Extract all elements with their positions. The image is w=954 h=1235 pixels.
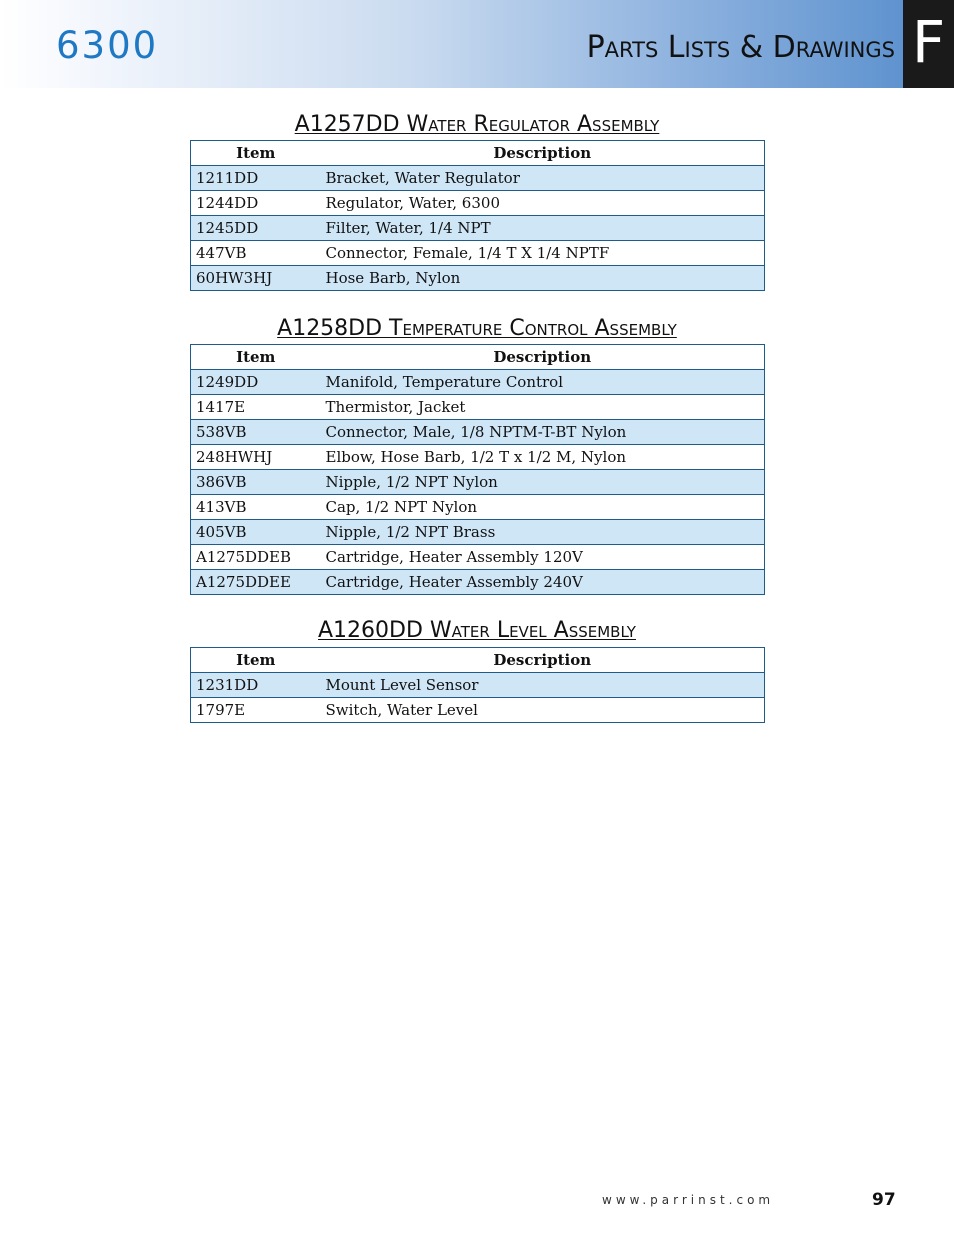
item-cell: 447VB	[191, 241, 321, 266]
item-cell: 1245DD	[191, 216, 321, 241]
item-cell: 413VB	[191, 495, 321, 520]
description-cell: Mount Level Sensor	[321, 673, 765, 698]
table-row	[191, 266, 765, 291]
page-header-band	[0, 0, 903, 88]
column-header-description: Description	[321, 345, 765, 370]
item-cell: 1249DD	[191, 370, 321, 395]
table-row	[191, 495, 765, 520]
section-tab	[903, 0, 954, 88]
description-cell: Cartridge, Heater Assembly 120V	[321, 545, 765, 570]
model-number: 6300	[56, 24, 159, 67]
table-row	[191, 673, 765, 698]
item-cell: 1797E	[191, 698, 321, 723]
description-cell: Switch, Water Level	[321, 698, 765, 723]
column-header-item: Item	[191, 648, 321, 673]
description-cell: Connector, Male, 1/8 NPTM-T-BT Nylon	[321, 420, 765, 445]
assembly-title-water-regulator: A1257DD Water Regulator Assembly	[294, 112, 660, 137]
description-cell: Connector, Female, 1/4 T X 1/4 NPTF	[321, 241, 765, 266]
parts-table-water-level	[190, 647, 765, 723]
item-cell: 405VB	[191, 520, 321, 545]
table-row	[191, 166, 765, 191]
description-cell: Manifold, Temperature Control	[321, 370, 765, 395]
table-row	[191, 520, 765, 545]
item-cell: A1275DDEE	[191, 570, 321, 595]
table-row	[191, 395, 765, 420]
description-cell: Cartridge, Heater Assembly 240V	[321, 570, 765, 595]
table-row	[191, 420, 765, 445]
table-row	[191, 698, 765, 723]
column-header-description: Description	[321, 141, 765, 166]
item-cell: 1417E	[191, 395, 321, 420]
item-cell: 60HW3HJ	[191, 266, 321, 291]
column-header-description: Description	[321, 648, 765, 673]
assembly-title-water-level: A1260DD Water Level Assembly	[318, 618, 636, 643]
description-cell: Bracket, Water Regulator	[321, 166, 765, 191]
description-cell: Nipple, 1/2 NPT Brass	[321, 520, 765, 545]
table-row	[191, 241, 765, 266]
table-row	[191, 445, 765, 470]
description-cell: Filter, Water, 1/4 NPT	[321, 216, 765, 241]
table-header-row	[191, 141, 765, 166]
description-cell: Hose Barb, Nylon	[321, 266, 765, 291]
footer-url: www.parrinst.com	[602, 1193, 775, 1207]
table-row	[191, 191, 765, 216]
item-cell: 1244DD	[191, 191, 321, 216]
description-cell: Thermistor, Jacket	[321, 395, 765, 420]
description-cell: Regulator, Water, 6300	[321, 191, 765, 216]
description-cell: Nipple, 1/2 NPT Nylon	[321, 470, 765, 495]
table-row	[191, 216, 765, 241]
parts-table-water-regulator	[190, 140, 765, 291]
table-row	[191, 570, 765, 595]
assembly-title-temperature-control: A1258DD Temperature Control Assembly	[277, 316, 677, 341]
column-header-item: Item	[191, 141, 321, 166]
table-row	[191, 470, 765, 495]
section-tab-letter: F	[911, 8, 946, 76]
description-cell: Elbow, Hose Barb, 1/2 T x 1/2 M, Nylon	[321, 445, 765, 470]
parts-table-temperature-control	[190, 344, 765, 595]
table-row	[191, 545, 765, 570]
page-number: 97	[872, 1190, 896, 1210]
item-cell: 386VB	[191, 470, 321, 495]
description-cell: Cap, 1/2 NPT Nylon	[321, 495, 765, 520]
table-row	[191, 370, 765, 395]
item-cell: 538VB	[191, 420, 321, 445]
item-cell: A1275DDEB	[191, 545, 321, 570]
table-header-row	[191, 648, 765, 673]
item-cell: 248HWHJ	[191, 445, 321, 470]
item-cell: 1211DD	[191, 166, 321, 191]
item-cell: 1231DD	[191, 673, 321, 698]
table-header-row	[191, 345, 765, 370]
section-title: Parts Lists & Drawings	[586, 30, 895, 65]
column-header-item: Item	[191, 345, 321, 370]
